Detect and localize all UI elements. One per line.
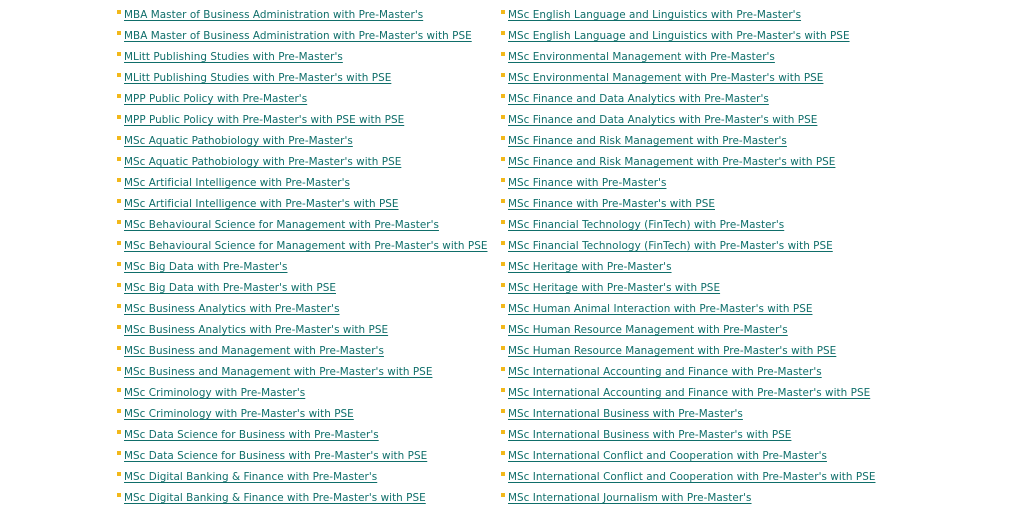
bullet-icon: [117, 115, 121, 119]
course-link[interactable]: MSc International Business with Pre-Master's with PSE: [508, 429, 792, 441]
bullet-icon: [117, 73, 121, 77]
bullet-icon: [501, 451, 505, 455]
course-link[interactable]: MSc Artificial Intelligence with Pre-Master's with PSE: [124, 198, 399, 210]
course-link[interactable]: MSc Finance and Risk Management with Pre-Master's: [508, 135, 787, 147]
course-link[interactable]: MSc Digital Banking & Finance with Pre-Master's: [124, 471, 378, 483]
list-item: [501, 149, 1011, 170]
course-link[interactable]: MSc Aquatic Pathobiology with Pre-Master's: [124, 135, 353, 147]
course-link[interactable]: MSc Data Science for Business with Pre-Master's: [124, 429, 379, 441]
list-item: [501, 23, 1011, 44]
bullet-icon: [501, 493, 505, 497]
list-item: [117, 380, 492, 401]
list-item: [501, 317, 1011, 338]
course-link[interactable]: MSc Heritage with Pre-Master's with PSE: [508, 282, 721, 294]
course-link[interactable]: MSc Business Analytics with Pre-Master's with PSE: [124, 324, 389, 336]
bullet-icon: [501, 73, 505, 77]
course-link[interactable]: MSc Finance with Pre-Master's with PSE: [508, 198, 715, 210]
course-link[interactable]: MSc International Accounting and Finance with Pre-Master's: [508, 366, 822, 378]
bullet-icon: [117, 178, 121, 182]
bullet-icon: [117, 262, 121, 266]
bullet-icon: [501, 115, 505, 119]
list-item: [501, 107, 1011, 128]
list-item: [117, 338, 492, 359]
course-link[interactable]: MSc Criminology with Pre-Master's: [124, 387, 306, 399]
list-item: [117, 401, 492, 422]
course-link[interactable]: MSc Aquatic Pathobiology with Pre-Master's with PSE: [124, 156, 402, 168]
bullet-icon: [117, 304, 121, 308]
list-item: [501, 485, 1011, 506]
bullet-icon: [501, 388, 505, 392]
course-link[interactable]: MSc Financial Technology (FinTech) with Pre-Master's: [508, 219, 785, 231]
list-item: [117, 422, 492, 443]
course-link[interactable]: MSc Financial Technology (FinTech) with Pre-Master's with PSE: [508, 240, 833, 252]
bullet-icon: [501, 346, 505, 350]
list-item: [501, 275, 1011, 296]
bullet-icon: [117, 451, 121, 455]
course-link[interactable]: MSc Big Data with Pre-Master's: [124, 261, 288, 273]
bullet-icon: [117, 367, 121, 371]
bullet-icon: [501, 472, 505, 476]
list-item: [117, 23, 492, 44]
list-item: [501, 86, 1011, 107]
bullet-icon: [501, 325, 505, 329]
list-item: [117, 191, 492, 212]
list-item: [117, 485, 492, 506]
course-link[interactable]: MSc Data Science for Business with Pre-Master's with PSE: [124, 450, 428, 462]
course-link[interactable]: MSc International Journalism with Pre-Master's: [508, 492, 752, 504]
course-link[interactable]: MSc Finance and Risk Management with Pre-Master's with PSE: [508, 156, 836, 168]
bullet-icon: [501, 262, 505, 266]
list-item: [117, 107, 492, 128]
list-item: [501, 359, 1011, 380]
course-link[interactable]: MSc International Conflict and Cooperation with Pre-Master's: [508, 450, 827, 462]
course-link[interactable]: MSc English Language and Linguistics with Pre-Master's with PSE: [508, 30, 850, 42]
list-item: [117, 317, 492, 338]
bullet-icon: [117, 493, 121, 497]
course-list-right: [501, 2, 1011, 506]
bullet-icon: [117, 94, 121, 98]
bullet-icon: [117, 52, 121, 56]
course-link[interactable]: MSc International Business with Pre-Master's: [508, 408, 743, 420]
bullet-icon: [117, 157, 121, 161]
list-item: [117, 86, 492, 107]
course-link[interactable]: MSc Digital Banking & Finance with Pre-Master's with PSE: [124, 492, 426, 504]
list-item: [501, 212, 1011, 233]
list-item: [501, 191, 1011, 212]
bullet-icon: [501, 409, 505, 413]
bullet-icon: [501, 367, 505, 371]
course-link[interactable]: MBA Master of Business Administration with Pre-Master's with PSE: [124, 30, 472, 42]
course-link[interactable]: MSc Environmental Management with Pre-Master's with PSE: [508, 72, 824, 84]
bullet-icon: [501, 94, 505, 98]
bullet-icon: [501, 10, 505, 14]
course-link[interactable]: MSc Environmental Management with Pre-Master's: [508, 51, 775, 63]
course-link[interactable]: MSc Artificial Intelligence with Pre-Master's: [124, 177, 350, 189]
bullet-icon: [501, 220, 505, 224]
list-item: [117, 359, 492, 380]
course-link[interactable]: MSc Big Data with Pre-Master's with PSE: [124, 282, 336, 294]
course-link[interactable]: MPP Public Policy with Pre-Master's with PSE with PSE: [124, 114, 405, 126]
bullet-icon: [117, 136, 121, 140]
list-item: [501, 380, 1011, 401]
course-link[interactable]: MSc Human Resource Management with Pre-Master's: [508, 324, 788, 336]
bullet-icon: [117, 199, 121, 203]
bullet-icon: [117, 31, 121, 35]
course-link[interactable]: MSc English Language and Linguistics with Pre-Master's: [508, 9, 802, 21]
course-link[interactable]: MBA Master of Business Administration with Pre-Master's: [124, 9, 424, 21]
list-item: [501, 338, 1011, 359]
list-item: [117, 443, 492, 464]
list-item: [501, 128, 1011, 149]
list-item: [501, 2, 1011, 23]
bullet-icon: [501, 178, 505, 182]
bullet-icon: [117, 409, 121, 413]
course-link[interactable]: MSc Human Animal Interaction with Pre-Master's with PSE: [508, 303, 813, 315]
list-item: [501, 44, 1011, 65]
bullet-icon: [501, 52, 505, 56]
bullet-icon: [501, 430, 505, 434]
bullet-icon: [501, 199, 505, 203]
bullet-icon: [501, 136, 505, 140]
list-item: [117, 233, 492, 254]
course-link[interactable]: MSc International Accounting and Finance with Pre-Master's with PSE: [508, 387, 871, 399]
bullet-icon: [501, 283, 505, 287]
course-link[interactable]: MSc Finance and Data Analytics with Pre-Master's with PSE: [508, 114, 818, 126]
list-item: [117, 212, 492, 233]
course-link[interactable]: MSc Heritage with Pre-Master's: [508, 261, 672, 273]
list-item: [501, 170, 1011, 191]
list-item: [501, 65, 1011, 86]
course-list-left: [117, 2, 492, 506]
list-item: [501, 254, 1011, 275]
bullet-icon: [501, 241, 505, 245]
list-item: [117, 65, 492, 86]
course-link[interactable]: MSc International Conflict and Cooperation with Pre-Master's with PSE: [508, 471, 876, 483]
bullet-icon: [117, 346, 121, 350]
course-link[interactable]: MSc Finance and Data Analytics with Pre-Master's: [508, 93, 769, 105]
bullet-icon: [501, 31, 505, 35]
bullet-icon: [501, 157, 505, 161]
list-item: [501, 443, 1011, 464]
course-link[interactable]: MPP Public Policy with Pre-Master's: [124, 93, 308, 105]
bullet-icon: [117, 283, 121, 287]
bullet-icon: [117, 325, 121, 329]
bullet-icon: [117, 241, 121, 245]
list-item: [117, 296, 492, 317]
list-item: [117, 44, 492, 65]
list-item: [501, 401, 1011, 422]
list-item: [117, 2, 492, 23]
course-link[interactable]: MSc Finance with Pre-Master's: [508, 177, 667, 189]
bullet-icon: [501, 304, 505, 308]
course-link[interactable]: MSc Criminology with Pre-Master's with PSE: [124, 408, 354, 420]
list-item: [501, 296, 1011, 317]
course-link[interactable]: MSc Business and Management with Pre-Master's: [124, 345, 384, 357]
list-item: [117, 464, 492, 485]
list-item: [501, 233, 1011, 254]
list-item: [117, 254, 492, 275]
list-item: [117, 128, 492, 149]
bullet-icon: [117, 10, 121, 14]
bullet-icon: [117, 388, 121, 392]
course-link[interactable]: MSc Business and Management with Pre-Master's with PSE: [124, 366, 433, 378]
bullet-icon: [117, 220, 121, 224]
bullet-icon: [117, 430, 121, 434]
list-item: [117, 275, 492, 296]
list-item: [117, 170, 492, 191]
course-link[interactable]: MLitt Publishing Studies with Pre-Master's: [124, 51, 343, 63]
bullet-icon: [117, 472, 121, 476]
list-item: [501, 422, 1011, 443]
list-item: [117, 149, 492, 170]
list-item: [501, 464, 1011, 485]
course-link[interactable]: MSc Human Resource Management with Pre-Master's with PSE: [508, 345, 837, 357]
course-link[interactable]: MSc Business Analytics with Pre-Master's: [124, 303, 340, 315]
course-link[interactable]: MSc Behavioural Science for Management with Pre-Master's: [124, 219, 439, 231]
course-link[interactable]: MLitt Publishing Studies with Pre-Master's with PSE: [124, 72, 392, 84]
course-link[interactable]: MSc Behavioural Science for Management with Pre-Master's with PSE: [124, 240, 488, 252]
